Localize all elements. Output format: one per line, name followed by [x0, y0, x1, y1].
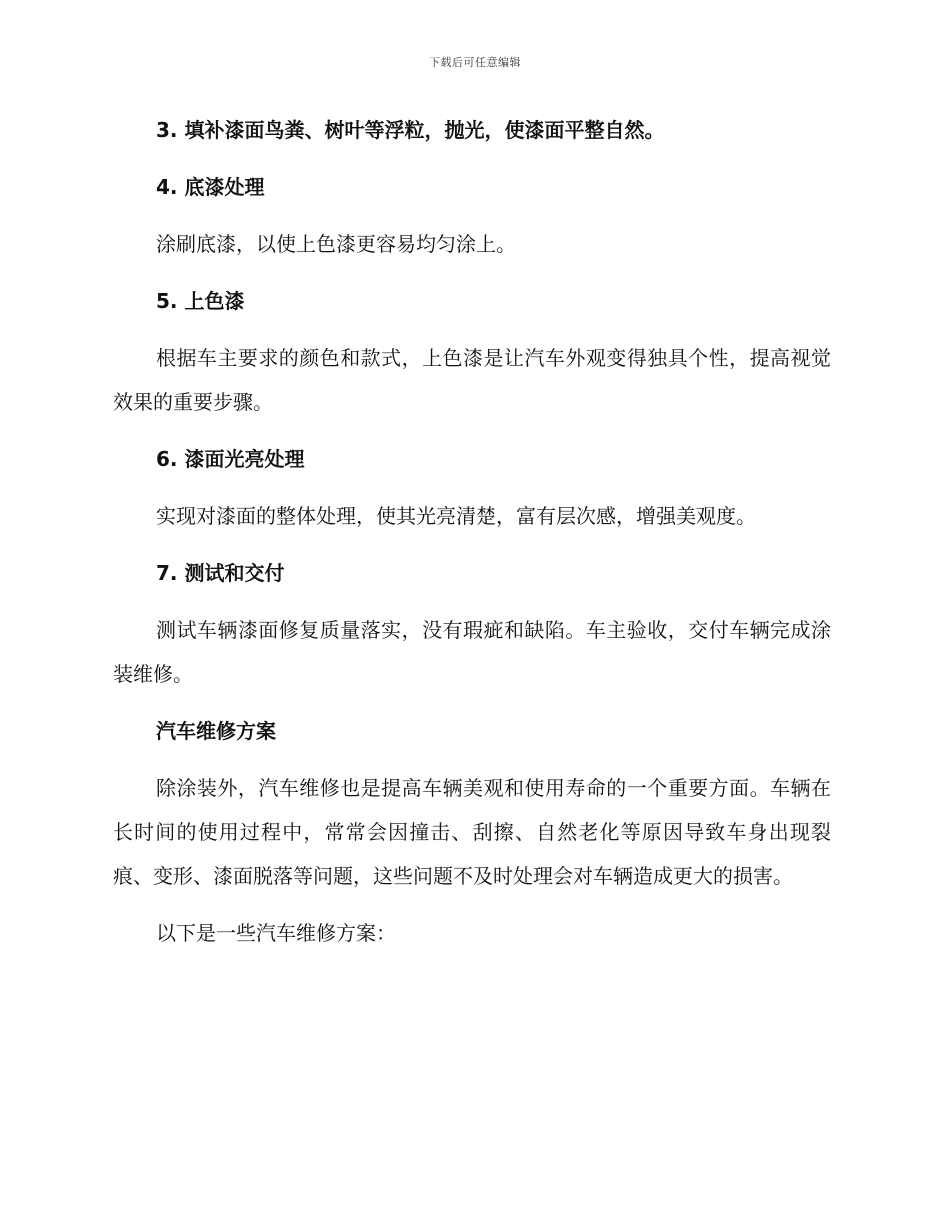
repair-plan-heading: 汽车维修方案 — [156, 719, 276, 743]
header-note: 下载后可任意编辑 — [429, 56, 521, 69]
step-5-paragraph: 根据车主要求的颜色和款式，上色漆是让汽车外观变得独具个性，提高视觉效果的重要步骤。 — [113, 346, 831, 414]
step-7-paragraph: 测试车辆漆面修复质量落实，没有瑕疵和缺陷。车主验收，交付车辆完成涂装维修。 — [113, 618, 831, 686]
document-body — [113, 108, 831, 968]
step-7-heading: 7. 测试和交付 — [156, 561, 285, 585]
step-5-heading: 5. 上色漆 — [156, 289, 245, 313]
step-4-paragraph: 涂刷底漆，以使上色漆更容易均匀涂上。 — [156, 232, 516, 256]
step-4-heading: 4. 底漆处理 — [156, 175, 265, 199]
step-3-heading: 3. 填补漆面鸟粪、树叶等浮粒，抛光，使漆面平整自然。 — [156, 118, 665, 142]
repair-list-intro: 以下是一些汽车维修方案： — [156, 921, 396, 945]
repair-plan-paragraph: 除涂装外，汽车维修也是提高车辆美观和使用寿命的一个重要方面。车辆在长时间的使用过程中，常常会因撞击、刮擦、自然老化等原因导致车身出现裂痕、变形、漆面脱落等问题，这些问题不及时处理会对车辆造成更大的损害。 — [113, 776, 831, 888]
step-6-paragraph: 实现对漆面的整体处理，使其光亮清楚，富有层次感，增强美观度。 — [156, 504, 756, 528]
step-6-heading: 6. 漆面光亮处理 — [156, 447, 305, 471]
